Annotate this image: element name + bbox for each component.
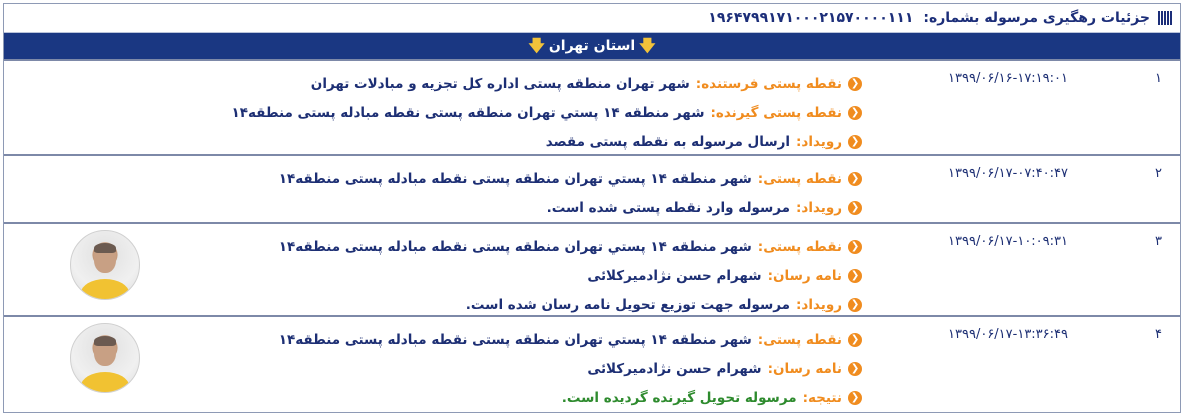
event-value: شهرام حسن نژادمیرکلائی xyxy=(587,360,762,377)
chevron-left-circle-icon: ❮ xyxy=(848,106,862,120)
row-index: ۱ xyxy=(1155,71,1162,86)
tracking-panel xyxy=(3,3,1181,413)
postman-avatar xyxy=(70,230,140,300)
chevron-left-circle-icon: ❮ xyxy=(848,391,862,405)
table-row xyxy=(4,154,1180,222)
row-datetime: ۱۳۹۹/۰۶/۱۶-۱۷:۱۹:۰۱ xyxy=(948,71,1068,86)
chevron-left-circle-icon: ❮ xyxy=(848,269,862,283)
event-line xyxy=(279,261,862,290)
event-line xyxy=(279,325,862,354)
event-line xyxy=(279,193,862,222)
event-line xyxy=(279,354,862,383)
tracking-number: ۱۹۶۴۷۹۹۱۷۱۰۰۰۲۱۵۷۰۰۰۰۱۱۱ xyxy=(708,10,914,26)
postman-avatar xyxy=(70,323,140,393)
event-value: شهر منطقه ۱۴ پستي تهران منطقه پستی نقطه مبادله پستی منطقه۱۴ xyxy=(278,238,752,255)
chevron-left-circle-icon: ❮ xyxy=(848,172,862,186)
row-datetime: ۱۳۹۹/۰۶/۱۷-۱۰:۰۹:۳۱ xyxy=(948,234,1068,249)
chevron-left-circle-icon: ❮ xyxy=(848,201,862,215)
table-row xyxy=(4,315,1180,411)
event-label: نقطه پستی: xyxy=(757,331,842,348)
row-datetime: ۱۳۹۹/۰۶/۱۷-۰۷:۴۰:۴۷ xyxy=(948,166,1068,181)
event-value: شهرام حسن نژادمیرکلائی xyxy=(587,267,762,284)
event-line xyxy=(231,127,862,156)
row-index: ۴ xyxy=(1155,327,1162,342)
barcode-icon xyxy=(1158,11,1172,25)
event-label: رویداد: xyxy=(796,296,842,313)
row-index: ۲ xyxy=(1155,166,1162,181)
chevron-left-circle-icon: ❮ xyxy=(848,135,862,149)
event-value: شهر تهران منطقه پستی اداره کل تجزیه و مبادلات تهران xyxy=(310,75,690,92)
table-row xyxy=(4,222,1180,315)
event-label: نقطه پستی: xyxy=(757,238,842,255)
event-label: نقطه پستی فرستنده: xyxy=(695,75,842,92)
event-value: مرسوله وارد نقطه پستی شده است. xyxy=(546,199,791,216)
event-value: مرسوله جهت توزیع تحویل نامه رسان شده است. xyxy=(465,296,791,313)
event-value: شهر منطقه ۱۴ پستي تهران منطقه پستی نقطه مبادله پستی منطقه۱۴ xyxy=(278,331,752,348)
event-line xyxy=(231,98,862,127)
event-value: شهر منطقه ۱۴ پستي تهران منطقه پستی نقطه مبادله پستی منطقه۱۴ xyxy=(231,104,705,121)
row-index: ۳ xyxy=(1155,234,1162,249)
result-value: مرسوله تحویل گیرنده گردیده است. xyxy=(561,389,797,406)
arrow-down-icon: 🡇 xyxy=(639,36,656,55)
event-label: نقطه پستی گیرنده: xyxy=(710,104,842,121)
chevron-left-circle-icon: ❮ xyxy=(848,333,862,347)
chevron-left-circle-icon: ❮ xyxy=(848,240,862,254)
table-row xyxy=(4,59,1180,154)
province-label: استان تهران xyxy=(548,38,636,54)
event-line xyxy=(279,164,862,193)
event-line xyxy=(279,383,862,412)
event-value: شهر منطقه ۱۴ پستي تهران منطقه پستی نقطه مبادله پستی منطقه۱۴ xyxy=(278,170,752,187)
chevron-left-circle-icon: ❮ xyxy=(848,77,862,91)
row-datetime: ۱۳۹۹/۰۶/۱۷-۱۳:۳۶:۴۹ xyxy=(948,327,1068,342)
event-label: نامه رسان: xyxy=(767,360,842,377)
chevron-left-circle-icon: ❮ xyxy=(848,298,862,312)
event-label: نقطه پستی: xyxy=(757,170,842,187)
panel-header xyxy=(4,4,1180,33)
result-label: نتیجه: xyxy=(802,389,842,406)
event-label: رویداد: xyxy=(796,133,842,150)
event-label: نامه رسان: xyxy=(767,267,842,284)
event-label: رویداد: xyxy=(796,199,842,216)
chevron-left-circle-icon: ❮ xyxy=(848,362,862,376)
arrow-down-icon: 🡇 xyxy=(528,36,545,55)
event-line xyxy=(279,232,862,261)
event-line xyxy=(231,69,862,98)
province-header[interactable] xyxy=(4,33,1180,59)
event-value: ارسال مرسوله به نقطه پستی مقصد xyxy=(545,133,791,150)
panel-title: جزئیات رهگیری مرسوله بشماره: xyxy=(923,10,1150,26)
